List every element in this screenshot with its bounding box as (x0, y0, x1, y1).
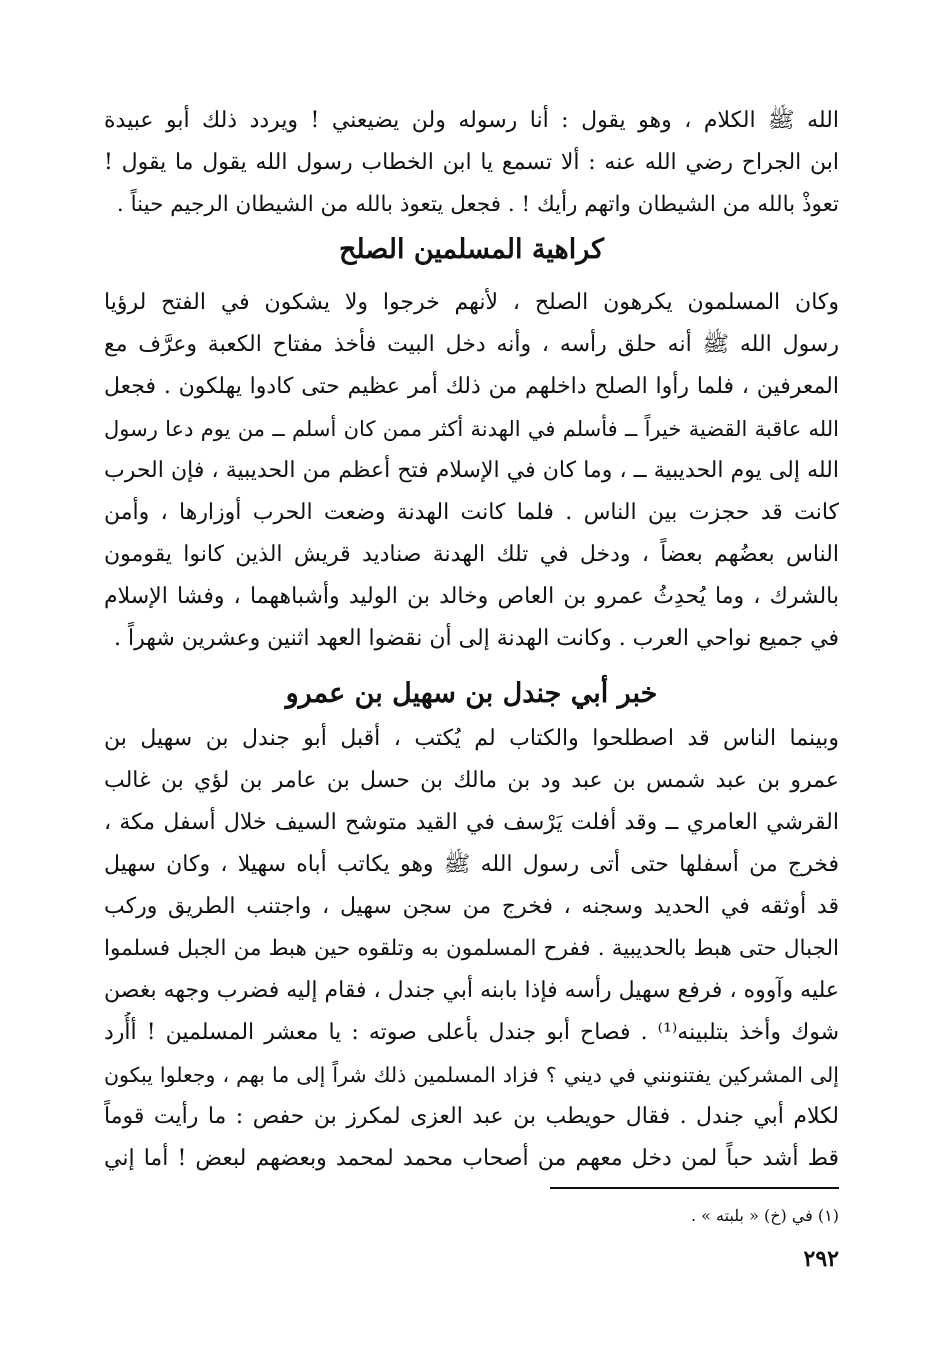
text-line: عليه وآووه ، فرفع سهيل رأسه فإذا بابنه أبي جندل ، فقام إليه فضرب وجهه بغصن (104, 978, 839, 1003)
text-line: كانت قد حجزت بين الناس . فلما كانت الهدنة وضعت الحرب أوزارها ، وأمن (104, 500, 839, 525)
text-line: لكلام أبي جندل . فقال حويطب بن عبد العزى لمكرز بن حفص : ما رأيت قوماً (104, 1104, 839, 1129)
footnote: (١) في (خ) « بلبته » . (690, 1206, 839, 1225)
text-line: قد أوثقه في الحديد وسجنه ، فخرج من سجن سهيل ، واجتنب الطريق وركب (104, 894, 839, 919)
text-line: الله إلى يوم الحديبية ــ ، وما كان في الإسلام فتح أعظم من الحديبية ، فإن الحرب (104, 458, 839, 483)
text-line: بالشرك ، وما يُحدِثُ عمرو بن العاص وخالد بن الوليد وأشباههما ، وفشا الإسلام (104, 584, 839, 609)
intro-paragraph (104, 100, 839, 226)
text-line: إلى المشركين يفتنونني في ديني ؟ فزاد المسلمين ذلك شراً إلى ما بهم ، وجعلوا يبكون (104, 1063, 839, 1087)
text-line: الله ﷺ الكلام ، وهو يقول : أنا رسوله ولن يضيعني ! ويردد ذلك أبو عبيدة (104, 108, 839, 133)
text-line: في جميع نواحي العرب . وكانت الهدنة إلى أن نقضوا العهد اثنين وعشرين شهراً . (114, 626, 839, 651)
abu-jandal-paragraph (104, 718, 839, 1180)
text-line: قط أشد حباً لمن دخل معهم من أصحاب محمد لمحمد وبعضهم لبعض ! أما إني (104, 1146, 839, 1171)
footnote-divider (550, 1187, 839, 1189)
text-line: وكان المسلمون يكرهون الصلح ، لأنهم خرجوا ولا يشكون في الفتح لرؤيا (104, 290, 839, 315)
text-line: وبينما الناس قد اصطلحوا والكتاب لم يُكتب ، أقبل أبو جندل بن سهيل بن (104, 726, 839, 751)
reluctance-paragraph (104, 282, 839, 660)
section-heading-reluctance: كراهية المسلمين الصلح (338, 234, 605, 265)
page-number: ٢٩٢ (803, 1246, 839, 1272)
text-line: فخرج من أسفلها حتى أتى رسول الله ﷺ وهو يكاتب أباه سهيلا ، وكان سهيل (104, 852, 839, 877)
text-line: رسول الله ﷺ أنه حلق رأسه ، وأنه دخل البيت فأخذ مفتاح الكعبة وعرَّف مع (104, 332, 839, 357)
text-line: القرشي العامري ــ وقد أفلت يَرْسف في القيد متوشح السيف خلال أسفل مكة ، (104, 810, 839, 835)
text-line: شوك وأخذ بتلبينه⁽¹⁾ . فصاح أبو جندل بأعلى صوته : يا معشر المسلمين ! أأُرد (104, 1020, 839, 1045)
text-line: الله عاقبة القضية خيراً ــ فأسلم في الهدنة أكثر ممن كان أسلم ــ من يوم دعا رسول (104, 417, 839, 441)
text-line: عمرو بن عبد شمس بن عبد ود بن مالك بن حسل بن عامر بن لؤي بن غالب (104, 768, 839, 793)
text-line: تعوذْ بالله من الشيطان واتهم رأيك ! . فجعل يتعوذ بالله من الشيطان الرجيم حيناً . (116, 192, 839, 217)
text-line: ابن الجراح رضي الله عنه : ألا تسمع يا ابن الخطاب رسول الله يقول ما يقول ! (104, 150, 839, 175)
text-line: الجبال حتى هبط بالحديبية . ففرح المسلمون به وتلقوه حين هبط من الجبل فسلموا (104, 936, 839, 961)
text-line: الناس بعضُهم بعضاً ، ودخل في تلك الهدنة صناديد قريش الذين كانوا يقومون (104, 542, 839, 567)
section-heading-abu-jandal: خبر أبي جندل بن سهيل بن عمرو (285, 678, 658, 709)
text-line: المعرفين ، فلما رأوا الصلح داخلهم من ذلك أمر عظيم حتى كادوا يهلكون . فجعل (104, 374, 839, 399)
